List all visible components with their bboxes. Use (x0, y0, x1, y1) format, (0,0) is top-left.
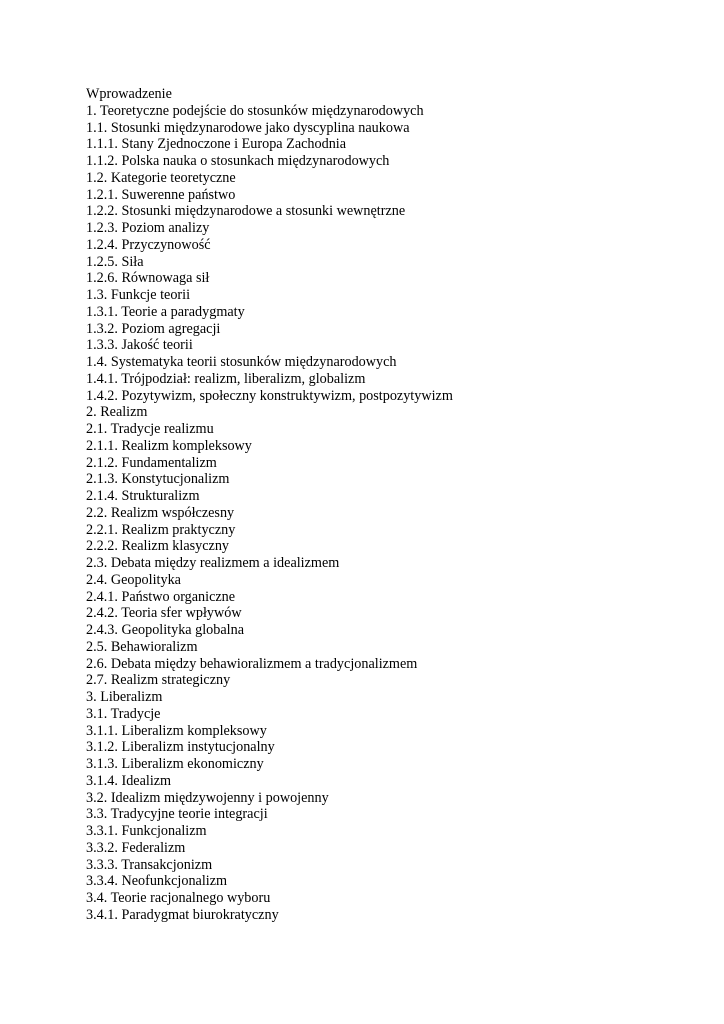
toc-line: 3.4.1. Paradygmat biurokratyczny (86, 906, 279, 923)
toc-line: 1.3.2. Poziom agregacji (86, 320, 221, 337)
toc-line: 1.1.2. Polska nauka o stosunkach międzynarodowych (86, 153, 390, 169)
toc-line: 1.2.5. Siła (86, 253, 144, 270)
toc-line: 3.1.4. Idealizm (86, 772, 172, 789)
toc-line: 2. Realizm (86, 404, 148, 421)
toc-line: 2.5. Behawioralizm (86, 638, 198, 655)
toc-line: 2.4. Geopolityka (86, 571, 181, 588)
toc-line: 2.3. Debata między realizmem a idealizmem (86, 555, 340, 571)
toc-line: 2.4.2. Teoria sfer wpływów (86, 605, 242, 622)
table-of-contents (86, 86, 686, 924)
toc-line: 1.2.3. Poziom analizy (86, 220, 210, 236)
toc-line: 2.1.2. Fundamentalizm (86, 454, 217, 471)
toc-line: 3.3. Tradycyjne teorie integracji (86, 806, 268, 823)
toc-line: 3.2. Idealizm międzywojenny i powojenny (86, 789, 329, 806)
toc-line: 1.4. Systematyka teorii stosunków międzynarodowych (86, 354, 397, 370)
toc-line: 1.4.1. Trójpodział: realizm, liberalizm, globalizm (86, 370, 366, 387)
toc-line: 1.2.2. Stosunki międzynarodowe a stosunki wewnętrzne (86, 203, 406, 220)
toc-line: 3.3.1. Funkcjonalizm (86, 823, 207, 839)
toc-line: 1.2.1. Suwerenne państwo (86, 186, 236, 203)
toc-line: 3.1.1. Liberalizm kompleksowy (86, 722, 267, 739)
toc-line: 3.1.3. Liberalizm ekonomiczny (86, 756, 264, 772)
toc-line: Wprowadzenie (86, 86, 172, 102)
toc-line: 3.1. Tradycje (86, 705, 161, 722)
toc-line: 1.1. Stosunki międzynarodowe jako dyscyplina naukowa (86, 119, 410, 136)
toc-line: 2.1.4. Strukturalizm (86, 488, 200, 504)
toc-line: 2.1.1. Realizm kompleksowy (86, 437, 252, 454)
toc-line: 2.1. Tradycje realizmu (86, 421, 214, 437)
toc-line: 2.2. Realizm współczesny (86, 504, 235, 521)
toc-line: 1.3. Funkcje teorii (86, 287, 191, 303)
toc-line: 3.3.3. Transakcjonizm (86, 856, 213, 873)
toc-line: 2.2.2. Realizm klasyczny (86, 538, 230, 555)
toc-line: 2.4.1. Państwo organiczne (86, 588, 236, 605)
toc-line: 3. Liberalizm (86, 689, 163, 705)
toc-line: 1.2.4. Przyczynowość (86, 236, 211, 253)
toc-line: 1.1.1. Stany Zjednoczone i Europa Zachodnia (86, 136, 347, 153)
toc-line: 2.1.3. Konstytucjonalizm (86, 471, 230, 488)
toc-line: 1.4.2. Pozytywizm, społeczny konstruktywizm, postpozytywizm (86, 387, 453, 404)
toc-line: 1.2. Kategorie teoretyczne (86, 169, 236, 186)
toc-line: 2.6. Debata między behawioralizmem a tradycjonalizmem (86, 655, 418, 672)
toc-line: 3.4. Teorie racjonalnego wyboru (86, 890, 271, 906)
toc-line: 1.3.1. Teorie a paradygmaty (86, 303, 245, 320)
toc-line: 3.3.4. Neofunkcjonalizm (86, 873, 228, 890)
toc-line: 1. Teoretyczne podejście do stosunków międzynarodowych (86, 102, 424, 119)
toc-line: 3.3.2. Federalizm (86, 839, 186, 856)
toc-line: 2.7. Realizm strategiczny (86, 672, 231, 689)
toc-line: 1.3.3. Jakość teorii (86, 337, 193, 354)
toc-line: 3.1.2. Liberalizm instytucjonalny (86, 739, 275, 756)
toc-line: 2.4.3. Geopolityka globalna (86, 622, 245, 638)
toc-line: 2.2.1. Realizm praktyczny (86, 521, 236, 538)
toc-line: 1.2.6. Równowaga sił (86, 270, 210, 287)
